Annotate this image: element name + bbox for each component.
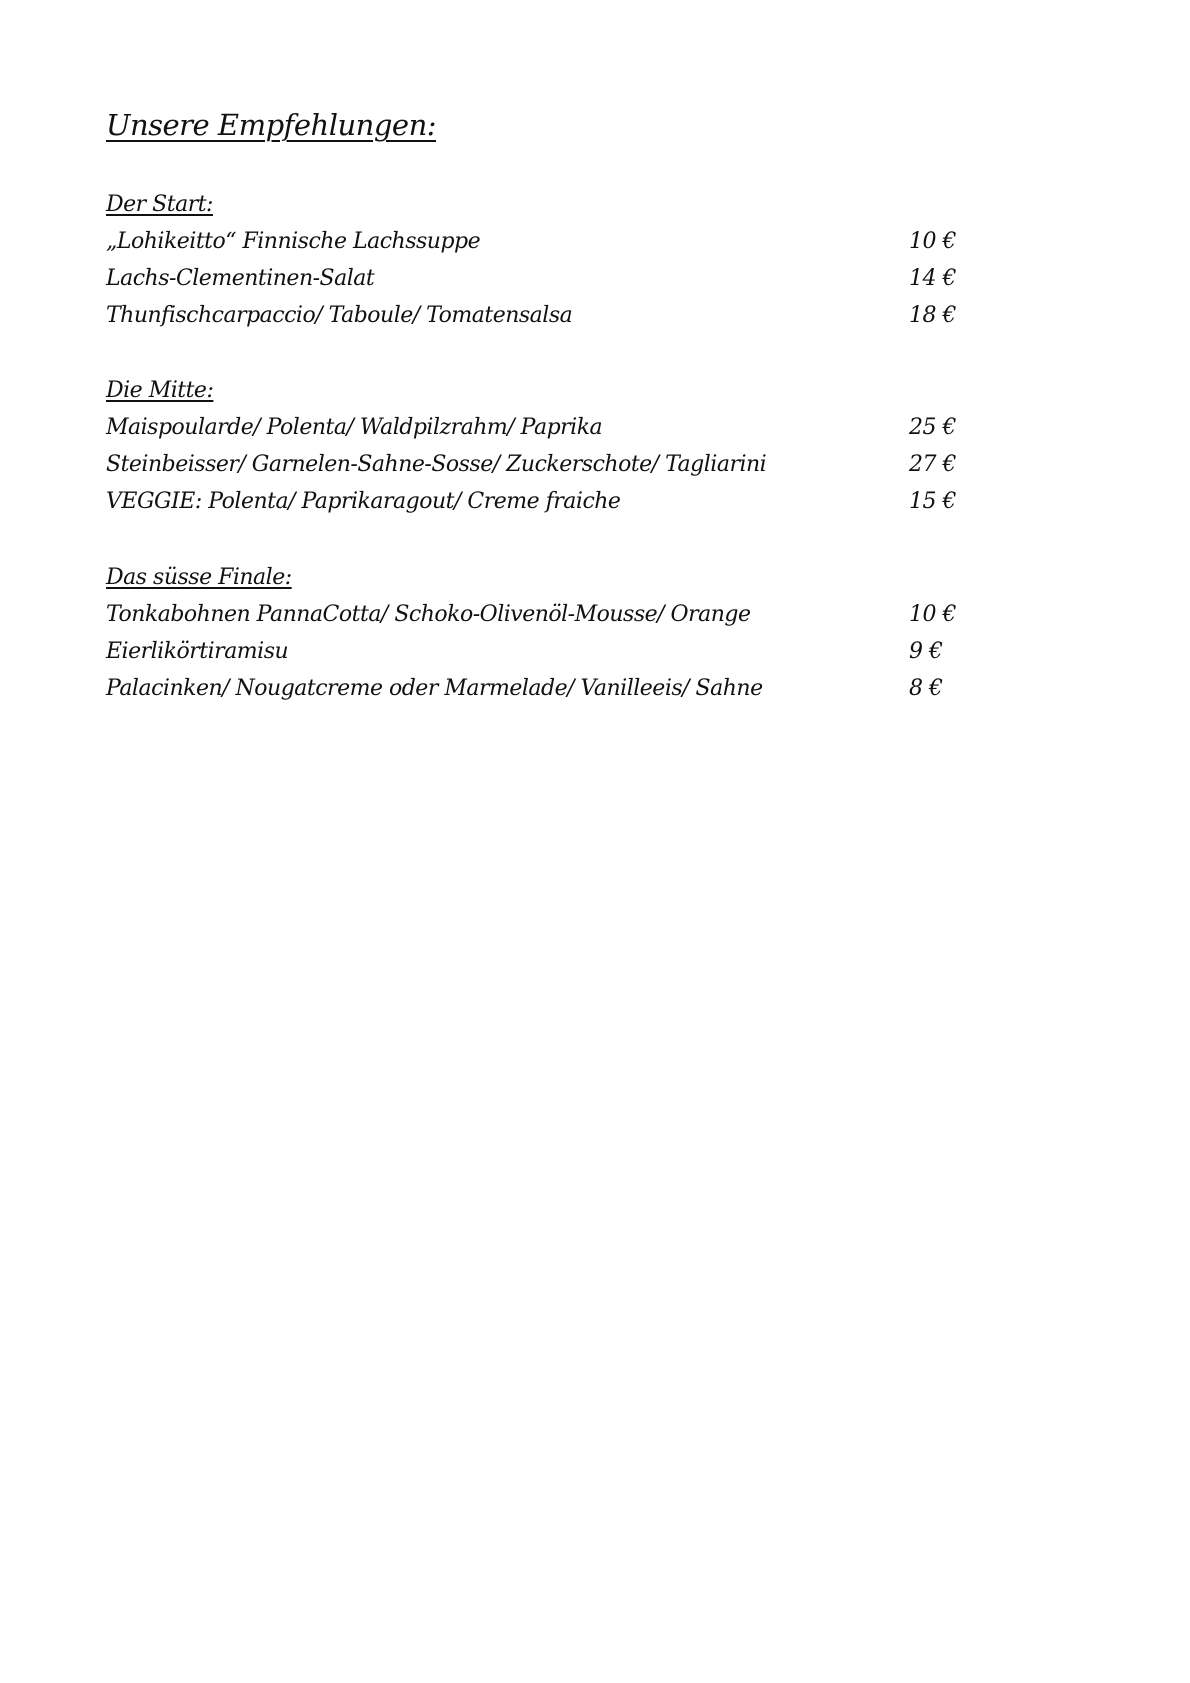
menu-item [106, 409, 966, 446]
menu-item [106, 223, 966, 260]
section-heading: Das süsse Finale: [106, 565, 292, 590]
item-name: Thunfischcarpaccio/ Taboule/ Tomatensalsa [106, 303, 573, 328]
item-name: Lachs-Clementinen-Salat [106, 266, 375, 291]
section-mitte [106, 372, 966, 520]
item-price: 14 € [909, 266, 956, 291]
item-name: Tonkabohnen PannaCotta/ Schoko-Olivenöl-Mousse/ Orange [106, 602, 751, 627]
menu-item [106, 483, 966, 520]
item-name: Palacinken/ Nougatcreme oder Marmelade/ Vanilleeis/ Sahne [106, 676, 763, 701]
menu-item [106, 633, 966, 670]
item-price: 15 € [909, 489, 956, 514]
menu-item [106, 260, 966, 297]
item-price: 10 € [909, 229, 956, 254]
item-price: 25 € [909, 415, 956, 440]
menu-item [106, 596, 966, 633]
item-price: 8 € [909, 676, 943, 701]
item-price: 27 € [909, 452, 956, 477]
section-start [106, 186, 966, 334]
item-name: Maispoularde/ Polenta/ Waldpilzrahm/ Paprika [106, 415, 603, 440]
item-name: VEGGIE: Polenta/ Paprikaragout/ Creme fraiche [106, 489, 621, 514]
item-name: Eierlikörtiramisu [106, 639, 289, 664]
item-price: 18 € [909, 303, 956, 328]
section-heading: Der Start: [106, 192, 213, 217]
item-price: 10 € [909, 602, 956, 627]
item-price: 9 € [909, 639, 943, 664]
item-name: „Lohikeitto“ Finnische Lachssuppe [106, 229, 481, 254]
menu-item [106, 297, 966, 334]
section-heading: Die Mitte: [106, 378, 214, 403]
menu-item [106, 670, 966, 707]
section-finale [106, 559, 966, 707]
menu-item [106, 446, 966, 483]
item-name: Steinbeisser/ Garnelen-Sahne-Sosse/ Zuckerschote/ Tagliarini [106, 452, 767, 477]
page-title: Unsere Empfehlungen: [106, 108, 437, 142]
